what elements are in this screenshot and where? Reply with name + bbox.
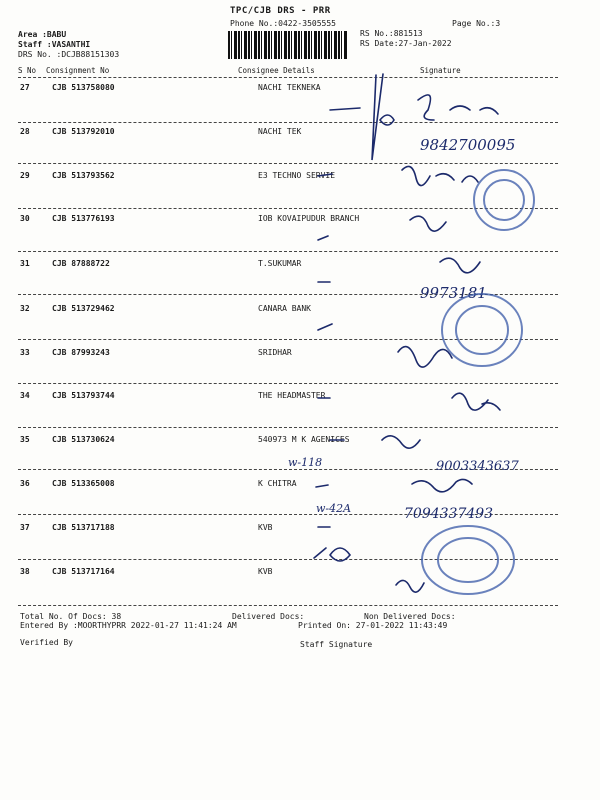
- row-divider: [18, 294, 558, 295]
- row-divider: [18, 427, 558, 428]
- delivered-docs: Delivered Docs:: [232, 612, 305, 621]
- row-consignee: THE HEADMASTER: [258, 391, 326, 400]
- total-docs: Total No. Of Docs: 38: [20, 612, 122, 621]
- staff-label: Staff :VASANTHI: [18, 40, 91, 49]
- row-consignment: CJB 513793562: [52, 171, 115, 180]
- row-consignee: CANARA BANK: [258, 304, 311, 313]
- handwritten-phone-4: 7094337493: [404, 506, 494, 522]
- row-divider: [18, 122, 558, 123]
- phone-number: Phone No.:0422-3505555: [230, 19, 336, 28]
- row-consignment: CJB 513793744: [52, 391, 115, 400]
- handwritten-phone-3: 9003343637: [436, 459, 519, 474]
- row-sno: 38: [20, 567, 30, 576]
- staff-signature: Staff Signature: [300, 640, 373, 649]
- row-consignment: CJB 87993243: [52, 348, 110, 357]
- col-consignee: Consignee Details: [238, 66, 315, 75]
- row-divider: [18, 383, 558, 384]
- row-sno: 27: [20, 83, 30, 92]
- row-consignment: CJB 513729462: [52, 304, 115, 313]
- entered-by: Entered By :MOORTHYPRR 2022-01-27 11:41:24 AM: [20, 621, 237, 630]
- verified-by: Verified By: [20, 638, 73, 647]
- row-consignment: CJB 513776193: [52, 214, 115, 223]
- row-consignment: CJB 513717188: [52, 523, 115, 532]
- row-consignment: CJB 513365008: [52, 479, 115, 488]
- row-consignee: SRIDHAR: [258, 348, 292, 357]
- row-consignee: KVB: [258, 523, 273, 532]
- rs-number: RS No.:881513: [360, 29, 423, 38]
- row-sno: 33: [20, 348, 30, 357]
- col-signature: Signature: [420, 66, 461, 75]
- row-consignment: CJB 513717164: [52, 567, 115, 576]
- row-sno: 28: [20, 127, 30, 136]
- printed-on: Printed On: 27-01-2022 11:43:49: [298, 621, 448, 630]
- handwritten-phone-2: 9973181: [420, 284, 487, 302]
- non-delivered-docs: Non Delivered Docs:: [364, 612, 456, 621]
- row-consignee: K CHITRA: [258, 479, 297, 488]
- row-divider: [18, 605, 558, 606]
- col-consignment: Consignment No: [46, 66, 110, 75]
- row-consignee: IOB KOVAIPUDUR BRANCH: [258, 214, 360, 223]
- header-divider: [18, 77, 558, 78]
- row-consignment: CJB 513730624: [52, 435, 115, 444]
- row-divider: [18, 208, 558, 209]
- row-divider: [18, 559, 558, 560]
- col-sno: S No: [18, 66, 37, 75]
- row-consignment: CJB 513792010: [52, 127, 115, 136]
- row-sno: 30: [20, 214, 30, 223]
- row-divider: [18, 469, 558, 470]
- row-sno: 31: [20, 259, 30, 268]
- document-title: TPC/CJB DRS - PRR: [230, 6, 331, 16]
- row-divider: [18, 339, 558, 340]
- row-divider: [18, 514, 558, 515]
- handwritten-note-2: w-42A: [316, 502, 352, 515]
- row-sno: 37: [20, 523, 30, 532]
- row-consignment: CJB 87888722: [52, 259, 110, 268]
- rs-date: RS Date:27-Jan-2022: [360, 39, 452, 48]
- handwritten-note-1: w-118: [288, 456, 323, 469]
- row-sno: 32: [20, 304, 30, 313]
- row-consignee: 540973 M K AGENICES: [258, 435, 350, 444]
- barcode: [228, 31, 348, 59]
- row-sno: 34: [20, 391, 30, 400]
- row-sno: 35: [20, 435, 30, 444]
- area-label: Area :BABU: [18, 30, 67, 39]
- row-sno: 29: [20, 171, 30, 180]
- handwritten-phone-1: 9842700095: [420, 136, 516, 154]
- row-consignee: E3 TECHNO SERVIE: [258, 171, 336, 180]
- row-divider: [18, 251, 558, 252]
- row-consignee: T.SUKUMAR: [258, 259, 302, 268]
- row-consignee: KVB: [258, 567, 273, 576]
- drs-number: DRS No. :DCJB88151303: [18, 50, 120, 59]
- page-number: Page No.:3: [452, 19, 501, 28]
- row-consignee: NACHI TEKNEKA: [258, 83, 321, 92]
- row-sno: 36: [20, 479, 30, 488]
- row-consignee: NACHI TEK: [258, 127, 302, 136]
- row-divider: [18, 163, 558, 164]
- row-consignment: CJB 513758080: [52, 83, 115, 92]
